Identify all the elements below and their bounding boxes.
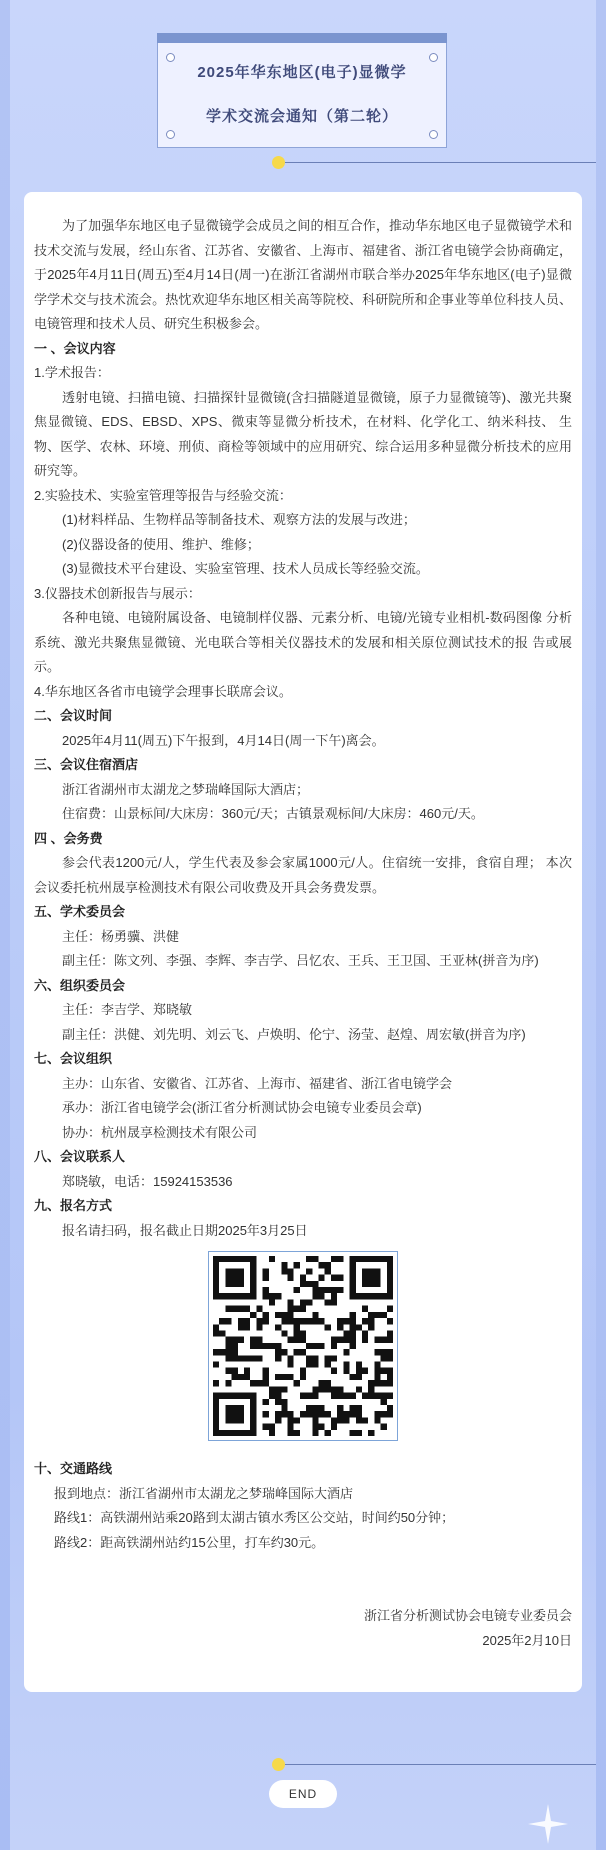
transport-line: 报到地点：浙江省湖州市太湖龙之梦瑞峰国际大酒店 bbox=[54, 1485, 354, 1501]
frame-edge-right bbox=[596, 0, 606, 1850]
registration-info: 报名请扫码，报名截止日期2025年3月25日 bbox=[62, 1222, 308, 1238]
sub-item: (2)仪器设备的使用、维护、维修； bbox=[62, 536, 260, 552]
yellow-dot-icon bbox=[272, 156, 285, 169]
section-heading-contact: 八、会议联系人 bbox=[34, 1149, 126, 1164]
section-heading-hotel: 三、会议住宿酒店 bbox=[34, 757, 139, 772]
meeting-time: 2025年4月11(周五)下午报到，4月14日(周一下午)离会。 bbox=[62, 732, 385, 748]
section-heading-transport: 十、交通路线 bbox=[34, 1461, 113, 1476]
signature-date: 2025年2月10日 bbox=[482, 1633, 572, 1648]
title-card-body bbox=[157, 43, 447, 148]
title-card bbox=[157, 33, 447, 148]
intro-paragraph: 为了加强华东地区电子显微镜学会成员之间的相互合作，推动华东地区电子显微镜学术和技术交流与发展，经山东省、江苏省、安徽省、上海市、福建省、浙江省电镜学会协商确定，于2025年4月11日(周五)至4月14日(周一)在浙江省湖州市联合举办2025年华东地区(电子)显微学学术交与技术流会。热忱欢迎华东地区相关高等院校、科研院所和企事业等单位科技人员、电镜管理和技术人员、研究生积极参会。 bbox=[34, 218, 572, 331]
page-title-line2: 学术交流会通知（第二轮） bbox=[205, 108, 398, 125]
contact-info: 郑晓敏，电话：15924153536 bbox=[62, 1173, 233, 1189]
section-heading-time: 二、会议时间 bbox=[34, 708, 113, 723]
end-label: END bbox=[269, 1780, 337, 1808]
corner-dot-icon bbox=[429, 130, 438, 139]
section-heading-academic: 五、学术委员会 bbox=[34, 904, 126, 919]
transport-line: 路线2：距高铁湖州站约15公里，打车约30元。 bbox=[54, 1534, 325, 1550]
item-title: 3.仪器技术创新报告与展示： bbox=[34, 585, 201, 601]
title-card-bar bbox=[157, 33, 447, 43]
item-body: 各种电镜、电镜附属设备、电镜制样仪器、元素分析、电镜/光镜专业相机-数码图像 分析系统、激光共聚焦显微镜、光电联合等相关仪器技术的发展和相关原位测试技术的报 告或展示。 bbox=[34, 610, 572, 674]
section-heading-content: 一 、会议内容 bbox=[34, 340, 116, 356]
organizing-chair: 主任：李吉学、郑晓敏 bbox=[62, 1002, 193, 1017]
sub-item: (1)材料样品、生物样品等制备技术、观察方法的发展与改进； bbox=[62, 512, 416, 527]
sub-item: (3)显微技术平台建设、实验室管理、技术人员成长等经验交流。 bbox=[62, 561, 429, 576]
academic-vice: 副主任：陈文列、李强、李辉、李吉学、吕忆农、王兵、王卫国、王亚林(拼音为序) bbox=[62, 953, 539, 968]
hotel-price: 住宿费：山景标间/大床房：360元/天；古镇景观标间/大床房：460元/天。 bbox=[62, 806, 484, 821]
item-title: 2.实验技术、实验室管理等报告与经验交流： bbox=[34, 487, 292, 503]
registration-qr-code[interactable] bbox=[208, 1251, 398, 1441]
item-title: 4.华东地区各省市电镜学会理事长联席会议。 bbox=[34, 683, 292, 699]
yellow-dot-icon bbox=[272, 1758, 285, 1771]
qr-code-icon bbox=[213, 1256, 393, 1436]
item-title: 1.学术报告： bbox=[34, 365, 110, 380]
section-heading-organizing: 六、组织委员会 bbox=[34, 977, 126, 993]
co-organizer: 协办：杭州晟享检测技术有限公司 bbox=[62, 1124, 258, 1140]
hotel-name: 浙江省湖州市太湖龙之梦瑞峰国际大酒店； bbox=[62, 781, 310, 797]
host: 主办：山东省、安徽省、江苏省、上海市、福建省、浙江省电镜学会 bbox=[62, 1075, 453, 1091]
item-body: 透射电镜、扫描电镜、扫描探针显微镜(含扫描隧道显微镜，原子力显微镜等)、激光共聚焦显微镜、EDS、EBSD、XPS、微束等显微分析技术，在材料、化学化工、纳米科技、 生物、医学、农林、环境、刑侦、商检等领域中的应用研究、综合运用多种显微分析技术的应用研究等。 bbox=[34, 389, 572, 478]
page-title-line1: 2025年华东地区(电子)显微学 bbox=[197, 64, 407, 81]
corner-dot-icon bbox=[166, 53, 175, 62]
section-heading-organization: 七、会议组织 bbox=[34, 1051, 113, 1066]
sparkle-icon bbox=[528, 1804, 568, 1844]
organizer: 承办：浙江省电镜学会(浙江省分析测试协会电镜专业委员会章) bbox=[62, 1100, 422, 1115]
signature-org: 浙江省分析测试协会电镜专业委员会 bbox=[363, 1608, 572, 1623]
frame-edge-left bbox=[0, 0, 10, 1850]
fee-body: 参会代表1200元/人，学生代表及参会家属1000元/人。住宿统一安排，食宿自理； 本次会议委托杭州晟享检测技术有限公司收费及开具会务费发票。 bbox=[34, 855, 572, 895]
corner-dot-icon bbox=[429, 53, 438, 62]
divider-line-bottom bbox=[285, 1764, 596, 1765]
corner-dot-icon bbox=[166, 130, 175, 139]
academic-chair: 主任：杨勇骥、洪健 bbox=[62, 928, 180, 944]
transport-line: 路线1：高铁湖州站乘20路到太湖古镇水秀区公交站，时间约50分钟； bbox=[54, 1510, 455, 1525]
organizing-vice: 副主任：洪健、刘先明、刘云飞、卢焕明、伦宁、汤莹、赵煌、周宏敏(拼音为序) bbox=[62, 1026, 526, 1042]
section-heading-fee: 四 、会务费 bbox=[34, 830, 103, 846]
section-heading-registration: 九、报名方式 bbox=[34, 1198, 113, 1213]
notice-content-card bbox=[24, 192, 582, 1692]
divider-line-top bbox=[285, 162, 596, 163]
